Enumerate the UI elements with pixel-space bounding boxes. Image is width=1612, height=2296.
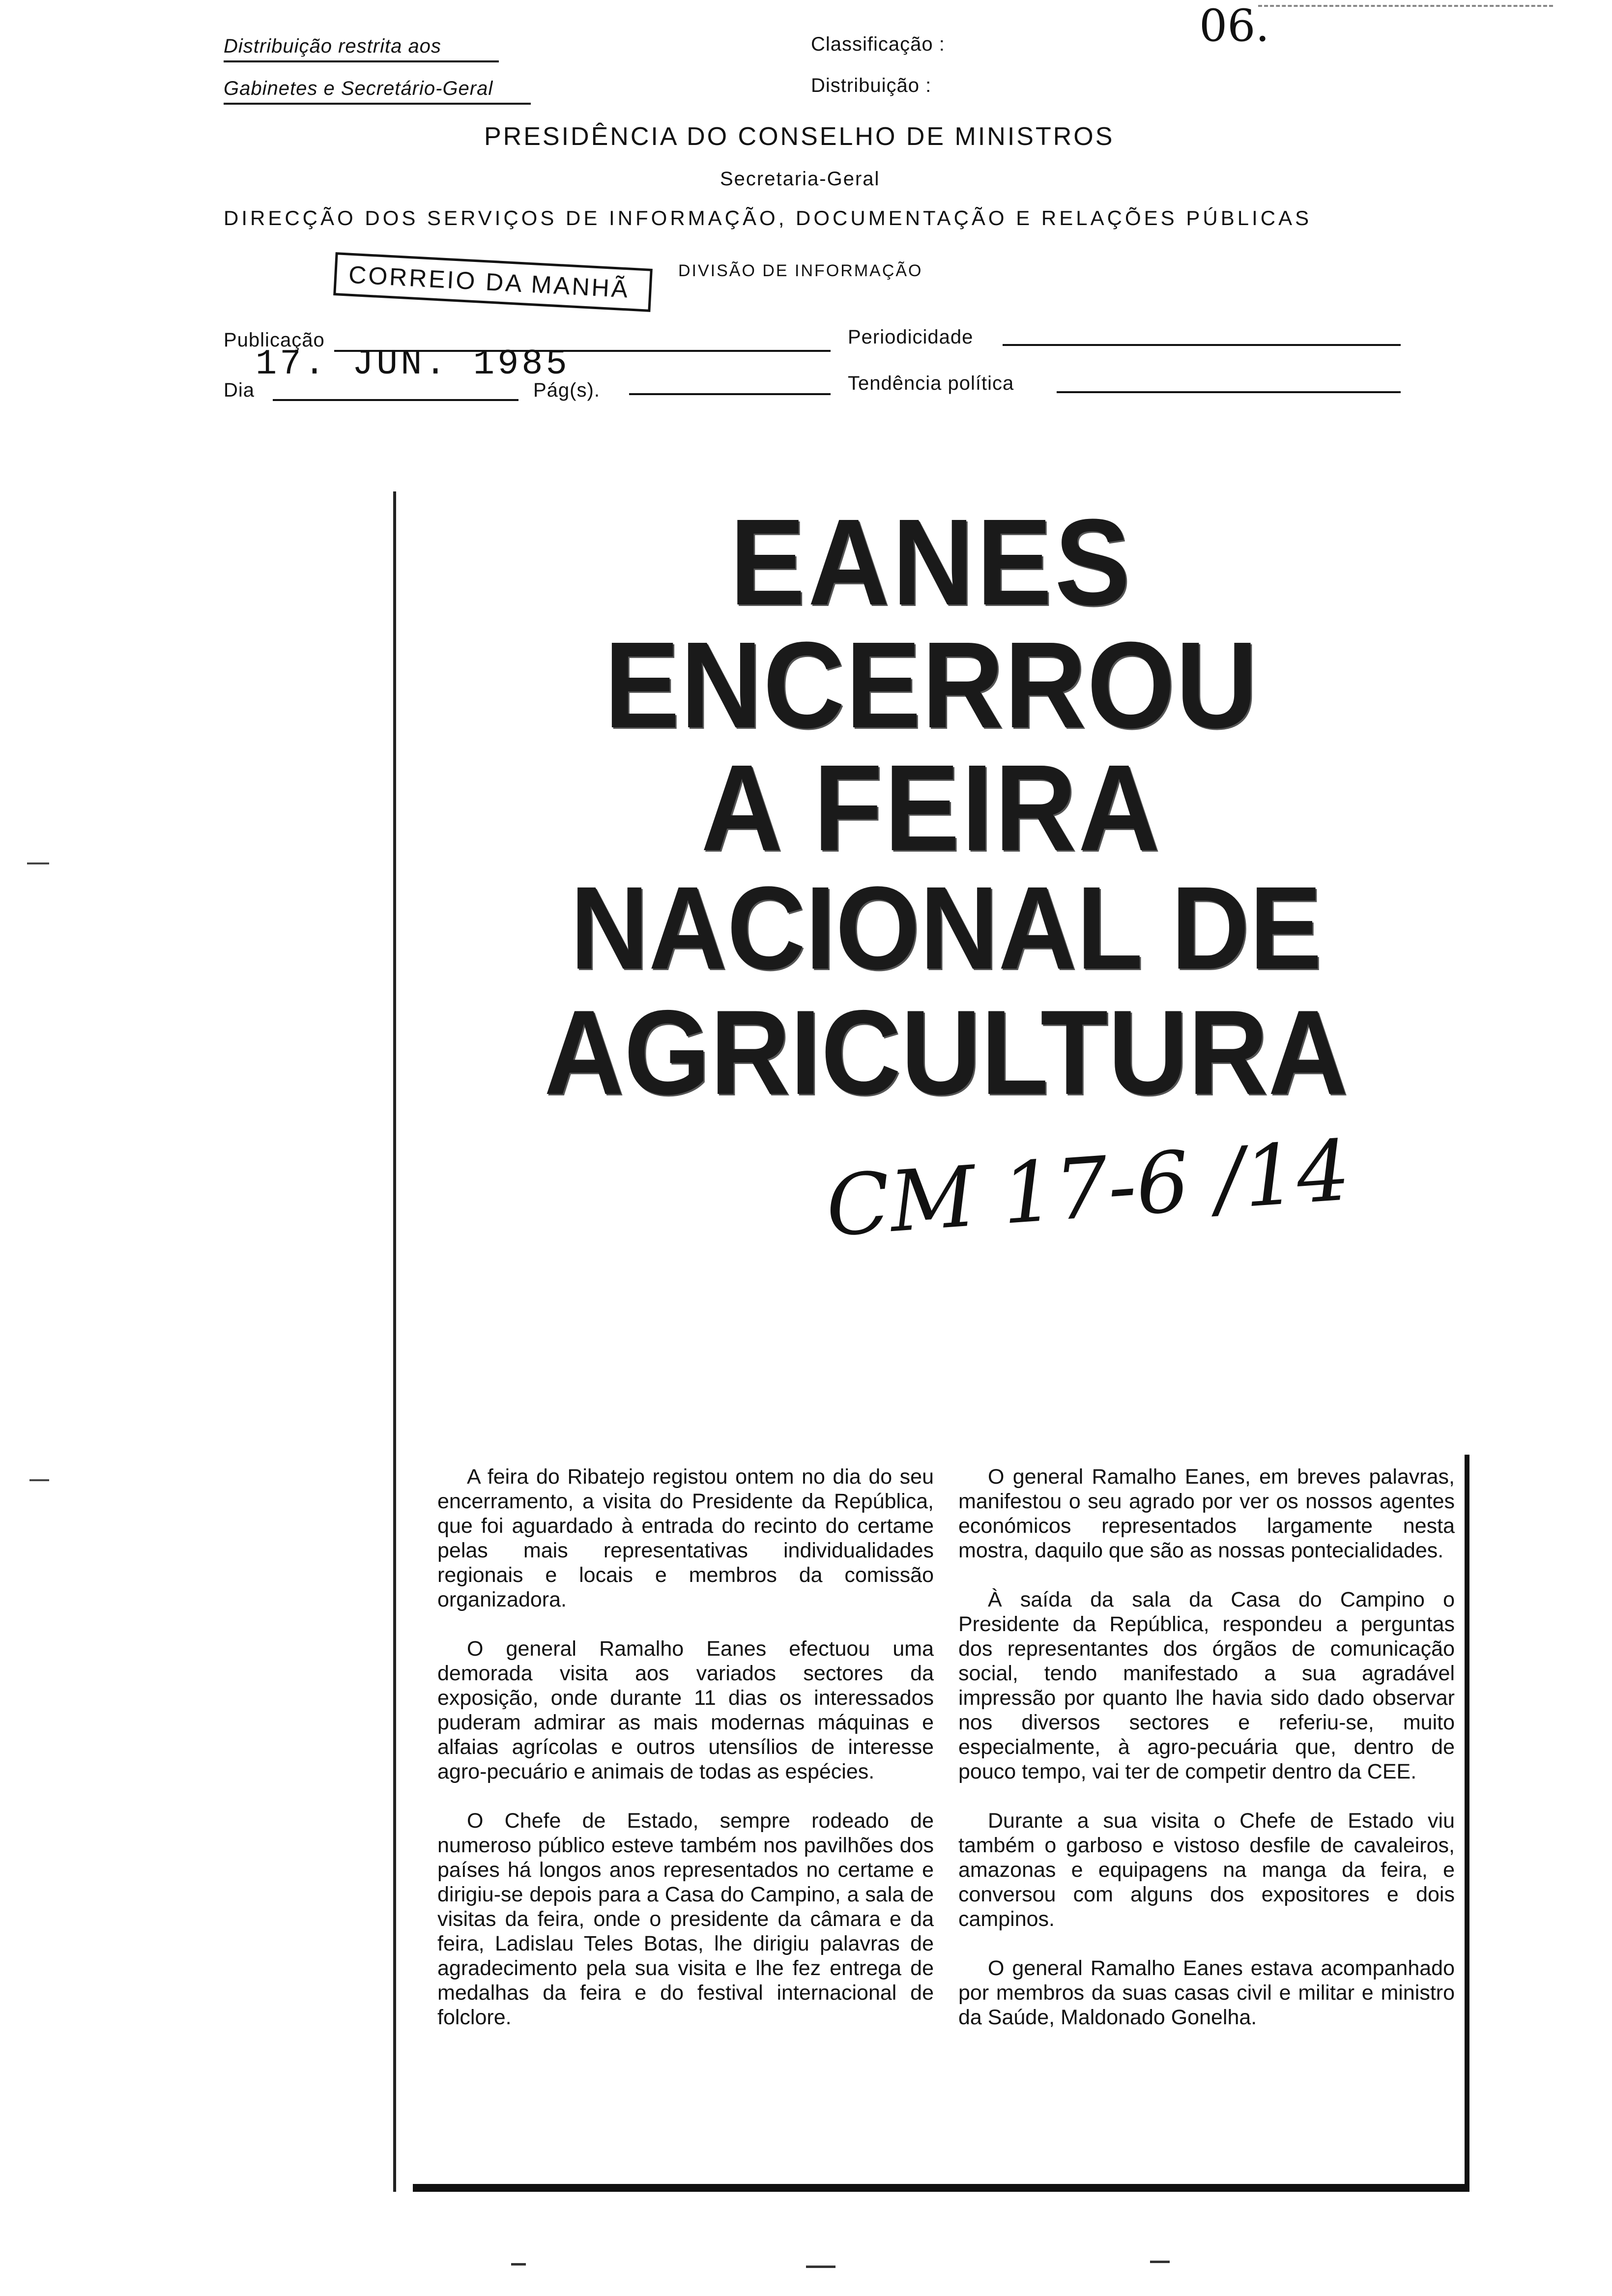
article-paragraph: À saída da sala da Casa do Campino o Presidente da República, respondeu a perguntas dos representantes dos órgãos de comunicação social, tendo manifestado a sua agradável impressão por quanto lhe havia sido dado observar nos diversos sectores e referiu-se, muito especialmente, à agro-pecuária que, dentro de pouco tempo, vai ter de competir dentro da CEE.	[958, 1588, 1455, 1783]
pages-label: Pág(s).	[533, 379, 600, 401]
corner-scribble-line	[1258, 5, 1553, 9]
headline-line-3: A FEIRA	[701, 739, 1162, 876]
distribution-restriction-line1: Distribuição restrita aos	[224, 35, 499, 62]
institution-subtitle: Secretaria-Geral	[720, 168, 880, 190]
division-label: DIVISÃO DE INFORMAÇÃO	[678, 261, 923, 280]
newspaper-clipping	[393, 491, 1469, 2192]
distribution-label: Distribuição :	[811, 75, 932, 96]
margin-mark-top	[27, 862, 49, 864]
headline-line-1: EANES	[729, 493, 1133, 631]
scan-speck	[511, 2263, 526, 2266]
institution-title: PRESIDÊNCIA DO CONSELHO DE MINISTROS	[484, 122, 1115, 151]
scan-speck	[1150, 2261, 1170, 2263]
periodicity-label: Periodicidade	[848, 326, 974, 348]
article-paragraph: O Chefe de Estado, sempre rodeado de numeroso público esteve também nos pavilhões dos países há longos anos representados no certame e dirigiu-se depois para a Casa do Campino, a sala de visitas da feira, onde o presidente da câmara e da feira, Ladislau Teles Botas, lhe dirigiu palavras de agradecimento pela sua visita e lhe fez entrega de medalhas da feira e do festival internacional de folclore.	[437, 1809, 934, 2029]
article-left-column	[437, 1464, 934, 2054]
newspaper-stamp: CORREIO DA MANHÃ	[333, 252, 653, 312]
clipping-bottom-edge	[413, 2184, 1469, 2192]
article-paragraph: O general Ramalho Eanes efectuou uma demorada visita aos variados sectores da exposição, onde durante 11 dias os interessados puderam admirar as mais modernas máquinas e alfaias agrícolas e outros utensílios de interesse agro-pecuário e animais de todas as espécies.	[437, 1637, 934, 1783]
headline-line-2: ENCERROU	[604, 616, 1259, 753]
handwritten-corner-mark: 06.	[1199, 0, 1270, 52]
scan-speck	[806, 2266, 835, 2268]
directorate-line: DIRECÇÃO DOS SERVIÇOS DE INFORMAÇÃO, DOCUMENTAÇÃO E RELAÇÕES PÚBLICAS	[224, 206, 1312, 230]
day-label: Dia	[224, 379, 255, 401]
article-paragraph: O general Ramalho Eanes estava acompanhado por membros da suas casas civil e militar e ministro da Saúde, Maldonado Gonelha.	[958, 1956, 1455, 2029]
article-right-column	[958, 1464, 1455, 2054]
clipping-right-edge	[1465, 1455, 1469, 2187]
political-tendency-label: Tendência política	[848, 373, 1014, 394]
article-paragraph: A feira do Ribatejo registou ontem no dia do seu encerramento, a visita do Presidente da República, que foi aguardado à entrada do recinto do certame pelas mais representativas individualidades regionais e locais e membros da comissão organizadora.	[437, 1465, 934, 1611]
headline-line-4: NACIONAL DE	[570, 862, 1322, 994]
pages-field-line	[629, 393, 831, 395]
date-stamp: 17. JUN. 1985	[256, 344, 570, 384]
periodicity-field-line	[1003, 344, 1401, 346]
classification-label: Classificação :	[811, 33, 945, 55]
article-paragraph: O general Ramalho Eanes, em breves palavras, manifestou o seu agrado por ver os nossos agentes económicos representados largamente nesta mostra, daquilo que são as nossas pontecialidades.	[958, 1465, 1455, 1562]
day-field-line	[273, 399, 518, 401]
political-tendency-field-line	[1057, 391, 1401, 393]
publication-label: Publicação	[224, 329, 325, 351]
article-paragraph: Durante a sua visita o Chefe de Estado viu também o garboso e vistoso desfile de cavaleiros, amazonas e equipagens na manga da feira, e conversou com alguns dos expositores e dois campinos.	[958, 1809, 1455, 1931]
distribution-restriction-line2: Gabinetes e Secretário-Geral	[224, 78, 531, 105]
headline-line-5: AGRICULTURA	[544, 985, 1349, 1119]
headline	[393, 491, 1469, 1165]
handwritten-reference-note: CM 17-6 /14	[823, 1122, 1353, 1256]
margin-mark-bottom	[29, 1479, 49, 1481]
